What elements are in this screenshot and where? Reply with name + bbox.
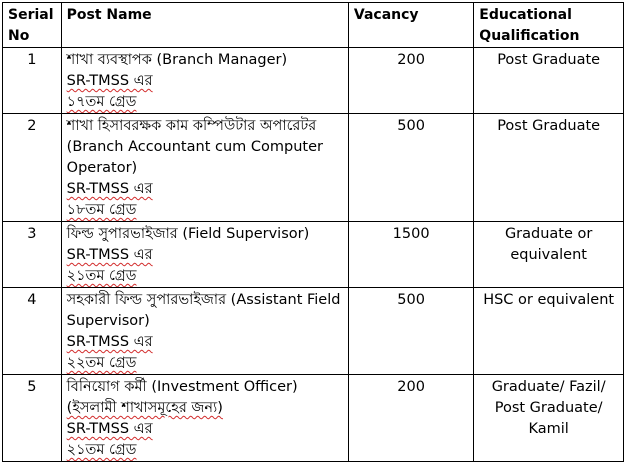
serial-cell: 5 [3, 375, 62, 462]
recruitment-table [2, 2, 624, 462]
post-name-cell [61, 288, 348, 375]
post-grade: ২১তম গ্রেড [66, 268, 137, 284]
vacancy-cell: 200 [348, 48, 473, 114]
post-organization: SR-TMSS এর [66, 181, 153, 197]
education-cell: Graduate or equivalent [474, 222, 624, 288]
post-name-cell [61, 114, 348, 222]
table-row [3, 375, 624, 462]
post-title: শাখা ব্যবস্থাপক (Branch Manager) [66, 52, 288, 68]
serial-cell: 1 [3, 48, 62, 114]
header-vacancy: Vacancy [348, 3, 473, 48]
vacancy-cell: 500 [348, 288, 473, 375]
post-note: (ইসলামী শাখাসমূহের জন্য) [66, 400, 223, 416]
serial-cell: 3 [3, 222, 62, 288]
post-title: বিনিয়োগ কর্মী (Investment Officer) [66, 379, 298, 395]
post-organization: SR-TMSS এর [66, 247, 153, 263]
table-header [3, 3, 624, 48]
vacancy-cell: 200 [348, 375, 473, 462]
post-name-cell [61, 375, 348, 462]
post-organization: SR-TMSS এর [66, 73, 153, 89]
header-post-name: Post Name [61, 3, 348, 48]
post-organization: SR-TMSS এর [66, 421, 153, 437]
table-body [3, 48, 624, 462]
header-educational-qualification: Educational Qualification [474, 3, 624, 48]
post-title: শাখা হিসাবরক্ষক কাম কম্পিউটার অপারেটর (Branch Accountant cum Computer Operator) [66, 118, 323, 176]
post-grade: ২১তম গ্রেড [66, 442, 137, 458]
post-grade: ২২তম গ্রেড [66, 355, 137, 371]
table-row [3, 222, 624, 288]
post-grade: ১৭তম গ্রেড [66, 94, 137, 110]
education-cell: Post Graduate [474, 114, 624, 222]
post-title: সহকারী ফিল্ড সুপারভাইজার (Assistant Field Supervisor) [66, 292, 341, 329]
table-row [3, 48, 624, 114]
education-cell: HSC or equivalent [474, 288, 624, 375]
serial-cell: 2 [3, 114, 62, 222]
post-grade: ১৮তম গ্রেড [66, 202, 137, 218]
header-row [3, 3, 624, 48]
education-cell: Post Graduate [474, 48, 624, 114]
vacancy-cell: 1500 [348, 222, 473, 288]
post-name-cell [61, 48, 348, 114]
post-organization: SR-TMSS এর [66, 334, 153, 350]
table-row [3, 114, 624, 222]
post-title: ফিল্ড সুপারভাইজার (Field Supervisor) [66, 226, 310, 242]
serial-cell: 4 [3, 288, 62, 375]
vacancy-cell: 500 [348, 114, 473, 222]
header-serial-no: Serial No [3, 3, 62, 48]
table-row [3, 288, 624, 375]
education-cell: Graduate/ Fazil/ Post Graduate/ Kamil [474, 375, 624, 462]
post-name-cell [61, 222, 348, 288]
